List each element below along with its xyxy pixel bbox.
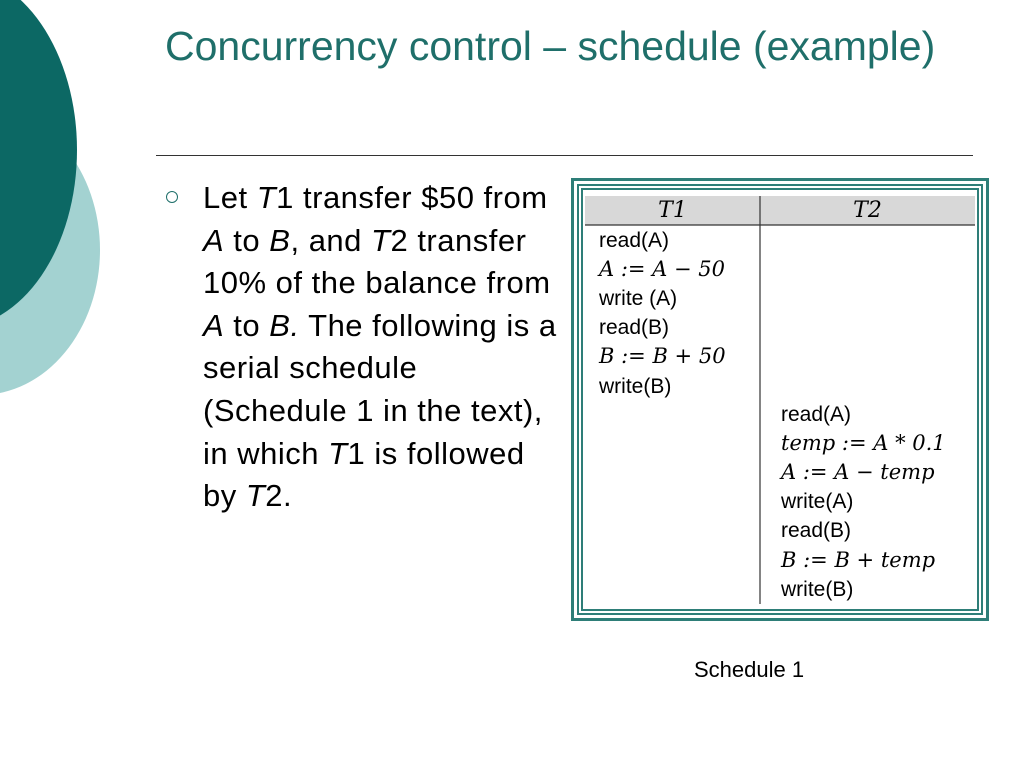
t2-operation: write(A) bbox=[781, 490, 854, 514]
t1-operation: write(B) bbox=[599, 374, 672, 398]
bullet-segment: Let bbox=[203, 180, 257, 215]
figure-caption: Schedule 1 bbox=[694, 657, 805, 682]
bullet-segment: A bbox=[203, 307, 225, 343]
t2-operation: read(B) bbox=[781, 519, 852, 543]
bullet-segment: , and bbox=[290, 222, 372, 258]
column-header-t2: T2 bbox=[853, 198, 882, 223]
t2-operation: A := A − temp bbox=[781, 460, 935, 485]
t1-operation: read(A) bbox=[599, 229, 670, 252]
bullet-segment: The following is a serial schedule (Schedule 1 in the text), in which bbox=[203, 307, 557, 471]
bullet-segment: 2. bbox=[265, 478, 293, 514]
t1-operation: read(B) bbox=[599, 316, 670, 340]
bullet-segment: 2 transfer 10% of the balance from bbox=[203, 222, 551, 301]
t2-operation: read(A) bbox=[781, 403, 852, 426]
column-header-t1: T1 bbox=[658, 198, 687, 223]
t2-operation: write(B) bbox=[781, 577, 854, 601]
t1-operation: B := B + 50 bbox=[599, 344, 726, 369]
bullet-segment: 1 is followed by bbox=[203, 435, 525, 514]
bullet-circle-icon bbox=[166, 191, 178, 203]
bullet-segment: A bbox=[203, 222, 225, 258]
t2-operation: temp := A * 0.1 bbox=[781, 431, 946, 456]
bullet-segment: T bbox=[245, 478, 266, 514]
bullet-segment: B bbox=[269, 222, 291, 258]
bullet-segment: T bbox=[371, 222, 391, 258]
bullet-segment: T bbox=[328, 435, 348, 471]
slide-title: Concurrency control – schedule (example) bbox=[165, 23, 936, 69]
bullet-segment: B. bbox=[269, 307, 300, 343]
t2-operation: B := B + temp bbox=[781, 547, 936, 572]
bullet-text bbox=[203, 177, 558, 518]
decorative-side-shapes bbox=[0, 0, 110, 400]
title-divider bbox=[156, 155, 973, 156]
bullet-segment: to bbox=[224, 307, 270, 343]
t1-operation: A := A − 50 bbox=[599, 257, 726, 282]
t1-operation: write (A) bbox=[599, 287, 678, 311]
bullet-segment: T bbox=[256, 180, 277, 215]
bullet-segment: to bbox=[224, 222, 270, 258]
bullet-segment: 1 transfer $50 from bbox=[276, 180, 548, 215]
